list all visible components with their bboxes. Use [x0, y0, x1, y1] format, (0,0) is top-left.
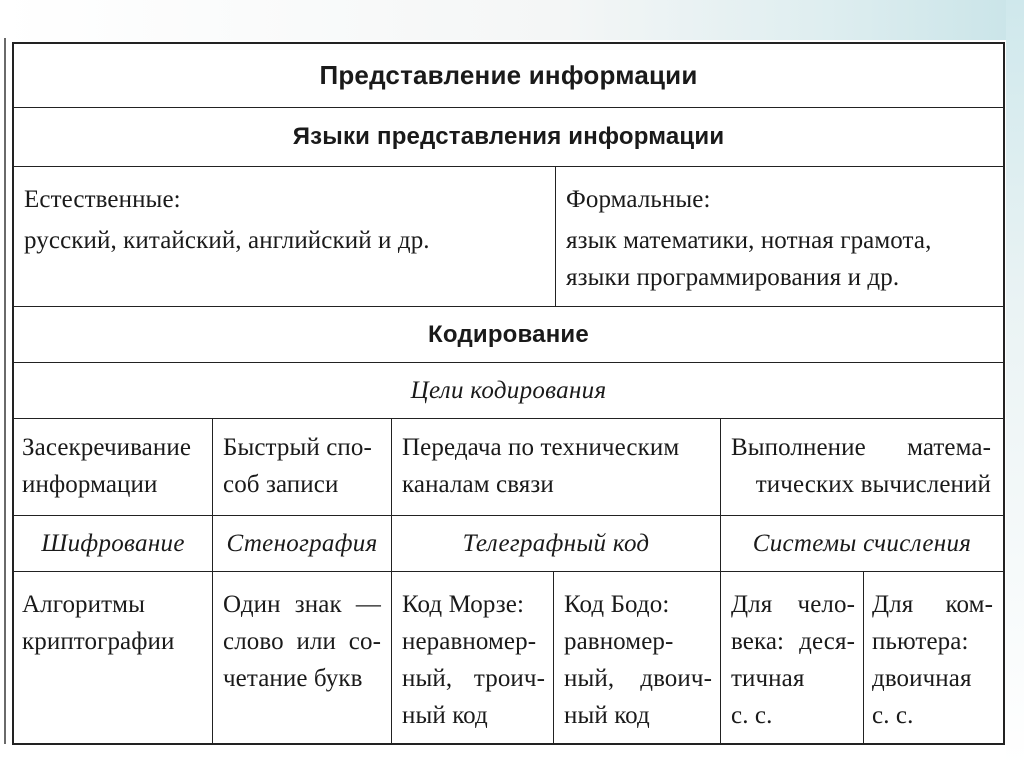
detail-1-line-1: Алгоритмы: [22, 591, 145, 618]
goal-1-line-2: информации: [22, 471, 158, 498]
detail-6-line-3: двоичная: [872, 665, 972, 692]
slide-right-decoration: [1006, 0, 1024, 767]
languages-heading-row: [14, 108, 1003, 167]
goal-4-line-1: Выполнение матема-: [731, 434, 991, 461]
goal-2-line-1: Быстрый спо-: [223, 434, 372, 461]
details-row: [14, 572, 1003, 743]
detail-6-line-4: с. с.: [872, 702, 914, 729]
detail-3-line-4: ный код: [402, 702, 488, 729]
method-number-systems: Системы счисления: [752, 529, 972, 557]
detail-stenography: [213, 572, 392, 743]
title-row: [14, 44, 1003, 108]
goal-2-line-2: соб записи: [223, 471, 339, 498]
detail-5-line-2: века: деся-: [731, 628, 855, 655]
method-telegraph-code: Телеграфный код: [392, 516, 721, 571]
detail-3-line-3: ный, троич-: [402, 665, 545, 692]
languages-row: [14, 167, 1003, 307]
goal-cell-2: [213, 419, 392, 515]
detail-4-line-3: ный, двоич-: [564, 665, 712, 692]
natural-languages-cell: [14, 167, 556, 306]
detail-decimal: [721, 572, 864, 743]
coding-heading-row: [14, 307, 1003, 363]
natural-languages-examples: русский, китайский, английский и др.: [24, 227, 430, 254]
methods-row: [14, 516, 1003, 572]
goals-heading: Цели кодирования: [410, 376, 607, 404]
goal-3-line-2: каналам связи: [402, 471, 554, 498]
method-stenography: Стенография: [213, 516, 392, 571]
table-title: Представление информации: [319, 60, 698, 90]
detail-1-line-2: криптографии: [22, 628, 175, 655]
coding-heading: Кодирование: [428, 320, 589, 348]
detail-3-line-1: Код Морзе:: [402, 591, 525, 618]
goal-1-line-1: Засекречивание: [22, 434, 192, 461]
detail-morse: [392, 572, 554, 743]
goals-row: [14, 419, 1003, 516]
detail-2-line-3: четание букв: [223, 665, 363, 692]
information-representation-table: [12, 42, 1005, 745]
detail-5-line-1: Для чело-: [731, 591, 855, 618]
detail-cryptography: [14, 572, 213, 743]
languages-heading: Языки представления информации: [292, 123, 725, 150]
formal-languages-cell: [556, 167, 1003, 306]
detail-3-line-2: неравномер-: [402, 628, 537, 655]
goal-cell-4: [721, 419, 1003, 515]
detail-6-line-2: пьютера:: [872, 628, 969, 655]
slide-top-decoration: [0, 0, 1024, 40]
detail-baudot: [554, 572, 721, 743]
formal-languages-label: Формальные:: [566, 186, 711, 213]
detail-2-line-1: Один знак —: [223, 591, 381, 618]
formal-languages-line-2: языки программирования и др.: [566, 264, 900, 291]
method-encryption: Шифрование: [14, 516, 213, 571]
detail-4-line-4: ный код: [564, 702, 650, 729]
goals-heading-row: [14, 363, 1003, 419]
natural-languages-label: Естественные:: [24, 186, 181, 213]
detail-4-line-1: Код Бодо:: [564, 591, 670, 618]
detail-4-line-2: равномер-: [564, 628, 674, 655]
goal-4-line-2: тических вычислений: [755, 471, 991, 498]
detail-5-line-3: тичная: [731, 665, 805, 692]
detail-6-line-1: Для ком-: [872, 591, 993, 618]
goal-3-line-1: Передача по техническим: [402, 434, 680, 461]
detail-2-line-2: слово или со-: [223, 628, 381, 655]
goal-cell-3: [392, 419, 721, 515]
goal-cell-1: [14, 419, 213, 515]
slide-left-rule: [4, 38, 6, 744]
formal-languages-line-1: язык математики, нотная грамота,: [566, 227, 932, 254]
detail-binary: [864, 572, 1003, 743]
detail-5-line-4: с. с.: [731, 702, 773, 729]
